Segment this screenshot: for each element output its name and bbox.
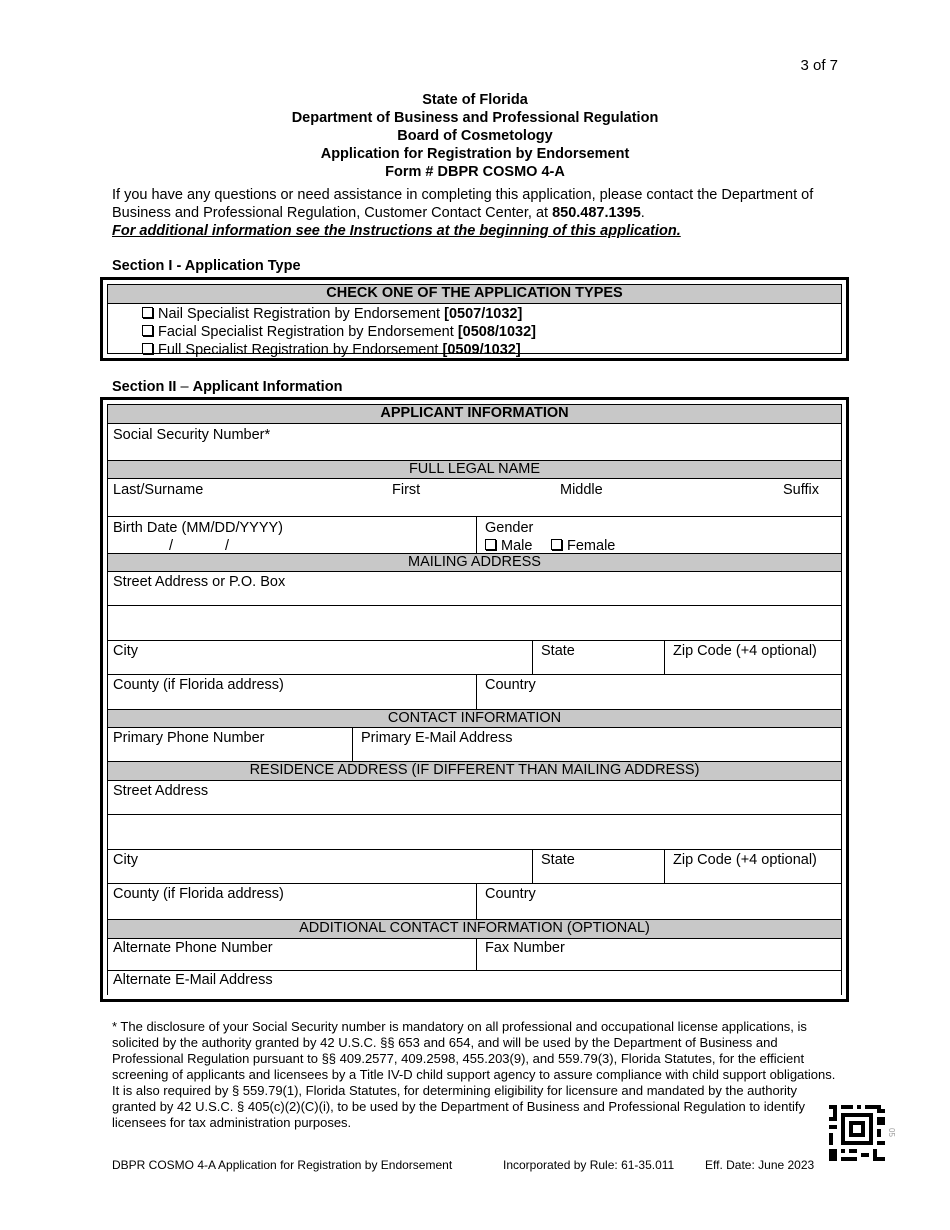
primary-email-label: Primary E-Mail Address (361, 730, 513, 746)
contact-info-bar: CONTACT INFORMATION (108, 710, 841, 728)
applicant-bar: APPLICANT INFORMATION (108, 405, 841, 424)
state-label: State (541, 643, 575, 659)
footer-form-title: DBPR COSMO 4-A Application for Registration by Endorsement (112, 1158, 453, 1172)
header-state: State of Florida (422, 92, 528, 108)
gender-label: Gender (485, 520, 534, 536)
full-code: [0509/1032] (442, 342, 521, 358)
full-label: Full Specialist Registration by Endorsement (158, 342, 443, 358)
birth-slash-1: / (169, 538, 174, 554)
female-label: Female (567, 538, 616, 554)
fax-label: Fax Number (485, 940, 565, 956)
application-type-bar: CHECK ONE OF THE APPLICATION TYPES (108, 285, 841, 304)
gender-cell (476, 517, 841, 553)
header-application: Application for Registration by Endorsement (320, 146, 630, 162)
facial-label: Facial Specialist Registration by Endorsement (158, 324, 458, 340)
alternate-phone-label: Alternate Phone Number (113, 940, 273, 956)
section1-title: Section I - Application Type (112, 258, 301, 274)
ssn-label: Social Security Number* (113, 427, 271, 443)
zip-cell[interactable] (664, 641, 841, 674)
city-label: City (113, 643, 138, 659)
middle-name-label: Middle (560, 482, 603, 498)
ssn-disclosure-footnote: * The disclosure of your Social Security number is mandatory on all professional and occupational license applications, is solicited by the authority granted by 42 U.S.C. §§ 653 and 654, and will be used by the Department of Business and Professional Regulation pursuant to §§ 409.2577, 409.2598, 455.203(9), and 559.79(3), Florida Statutes, for the efficient screening of applicants and licensees by a Title IV-D child support agency to assure compliance with child support obligations. It is also required by § 559.79(1), Florida Statutes, for determining eligibility for licensure and mandated by the authority granted by 42 U.S.C. § 405(c)(2)(C)(i), to be used by the Department of Business and Professional Regulation to identify licensees for tax administration purposes. (112, 1019, 836, 1130)
additional-info-note: For additional information see the Instructions at the beginning of this application. (112, 223, 681, 239)
residence-street-label: Street Address (113, 783, 209, 799)
mailing-street-line2[interactable] (108, 606, 841, 641)
residence-street-line2[interactable] (108, 815, 841, 850)
header-form-number: Form # DBPR COSMO 4-A (385, 164, 565, 180)
legal-name-bar: FULL LEGAL NAME (108, 461, 841, 479)
ssn-field[interactable] (108, 424, 841, 461)
section2-label: Section II (112, 379, 177, 395)
application-type-box (100, 277, 849, 361)
intro-body: If you have any questions or need assistance in completing this application, please contact the Department of Business and Professional Regulation, Customer Contact Center, at (112, 187, 814, 221)
intro-period: . (640, 205, 645, 221)
additional-contact-bar: ADDITIONAL CONTACT INFORMATION (OPTIONAL) (108, 920, 841, 939)
country-label: Country (485, 677, 536, 693)
country-cell[interactable] (476, 675, 841, 709)
primary-phone-label: Primary Phone Number (113, 730, 265, 746)
county-label: County (if Florida address) (113, 677, 284, 693)
mailing-county-row (108, 675, 841, 710)
residence-country-cell[interactable] (476, 884, 841, 919)
header-board: Board of Cosmetology (397, 128, 553, 144)
alternate-contact-row (108, 939, 841, 971)
page-number: 3 of 7 (800, 57, 838, 74)
intro-text (112, 186, 852, 240)
option-nail[interactable] (142, 306, 522, 322)
suffix-label: Suffix (783, 482, 820, 498)
legal-name-row[interactable] (108, 479, 841, 517)
alternate-email-field[interactable] (108, 971, 841, 1002)
residence-street-field[interactable] (108, 781, 841, 815)
residence-country-label: Country (485, 886, 536, 902)
birth-gender-row (108, 517, 841, 554)
male-label: Male (501, 538, 533, 554)
nail-label: Nail Specialist Registration by Endorsement (158, 306, 445, 322)
gender-male-option[interactable] (485, 538, 532, 554)
male-checkbox[interactable] (485, 539, 496, 550)
residence-county-label: County (if Florida address) (113, 886, 284, 902)
header-department: Department of Business and Professional Regulation (291, 110, 659, 126)
state-cell[interactable] (532, 641, 665, 674)
residence-address-bar: RESIDENCE ADDRESS (IF DIFFERENT THAN MAILING ADDRESS) (108, 762, 841, 781)
last-name-label: Last/Surname (113, 482, 204, 498)
female-checkbox[interactable] (551, 539, 562, 550)
nail-checkbox[interactable] (142, 307, 153, 318)
side-code: 05 (886, 1128, 896, 1137)
residence-zip-cell[interactable] (664, 850, 841, 883)
full-checkbox[interactable] (142, 343, 153, 354)
birth-slash-2: / (225, 538, 230, 554)
contact-row (108, 728, 841, 762)
footer-effective-date: Eff. Date: June 2023 (705, 1158, 815, 1172)
residence-county-row (108, 884, 841, 920)
alternate-email-label: Alternate E-Mail Address (113, 972, 273, 988)
facial-code: [0508/1032] (457, 324, 537, 340)
primary-email-cell[interactable] (352, 728, 841, 761)
section2-heading: Applicant Information (192, 379, 343, 395)
contact-phone: 850.487.1395 (552, 205, 641, 221)
zip-label: Zip Code (+4 optional) (673, 643, 817, 659)
gender-female-option[interactable] (551, 538, 615, 554)
facial-checkbox[interactable] (142, 325, 153, 336)
birth-date-label: Birth Date (MM/DD/YYYY) (113, 520, 283, 536)
barcode-icon (829, 1105, 885, 1161)
residence-city-label: City (113, 852, 138, 868)
residence-zip-label: Zip Code (+4 optional) (673, 852, 817, 868)
form-header (0, 91, 950, 181)
mailing-city-row (108, 641, 841, 675)
residence-city-row (108, 850, 841, 884)
residence-state-cell[interactable] (532, 850, 665, 883)
street-label: Street Address or P.O. Box (113, 574, 286, 590)
mailing-address-bar: MAILING ADDRESS (108, 554, 841, 572)
fax-cell[interactable] (476, 939, 841, 970)
section2-dash: – (176, 379, 193, 395)
section2-title (112, 379, 342, 395)
applicant-info-box (100, 397, 849, 1002)
nail-code: [0507/1032] (444, 306, 523, 322)
first-name-label: First (392, 482, 421, 498)
residence-state-label: State (541, 852, 575, 868)
option-full[interactable] (142, 342, 521, 358)
mailing-street-field[interactable] (108, 572, 841, 606)
option-facial[interactable] (142, 324, 536, 340)
footer-rule: Incorporated by Rule: 61-35.011 (503, 1158, 675, 1172)
